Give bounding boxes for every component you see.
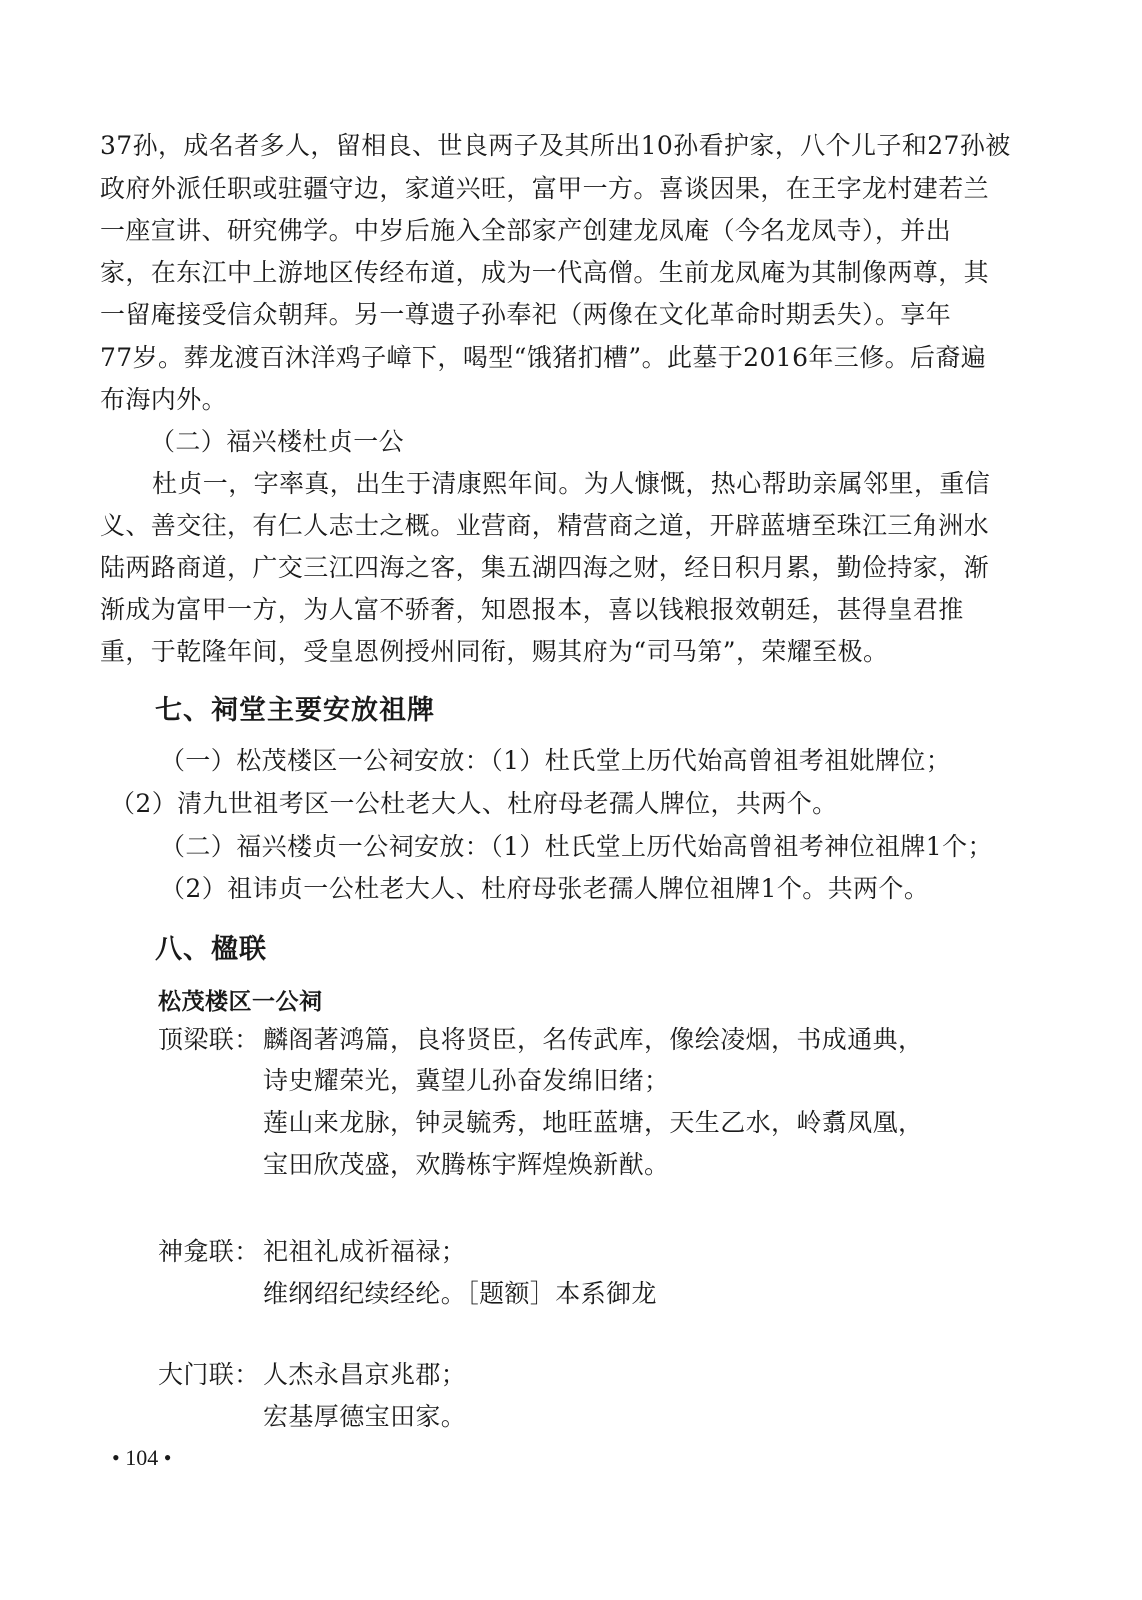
couplet-line: 莲山来龙脉，钟灵毓秀，地旺蓝塘，天生乙水，岭翥凤凰， <box>263 1108 924 1137</box>
couplet-line: 诗史耀荣光，冀望儿孙奋发绵旧绪； <box>263 1066 670 1095</box>
paragraph-1-line: 布海内外。 <box>100 385 228 414</box>
section-7-line: （2）清九世祖考区一公杜老大人、杜府母老孺人牌位，共两个。 <box>110 789 838 818</box>
paragraph-1-line: 政府外派任职或驻疆守边，家道兴旺，富甲一方。喜谈因果，在王字龙村建若兰 <box>100 174 990 203</box>
couplet-label: 顶梁联： <box>158 1025 260 1054</box>
section-7-line: （一）松茂楼区一公祠安放：（1）杜氏堂上历代始高曾祖考祖妣牌位； <box>160 746 952 775</box>
couplet-line: 维纲绍纪续经纶。［题额］本系御龙 <box>263 1279 657 1308</box>
couplet-line: 宝田欣茂盛，欢腾栋宇辉煌焕新猷。 <box>263 1150 670 1179</box>
paragraph-2-line: 陆两路商道，广交三江四海之客，集五湖四海之财，经日积月累，勤俭持家，渐 <box>100 553 990 582</box>
paragraph-2-line: 义、善交往，有仁人志士之概。业营商，精营商之道，开辟蓝塘至珠江三角洲水 <box>100 511 990 540</box>
couplet-label: 神龛联： <box>158 1237 260 1266</box>
paragraph-2-line: 重，于乾隆年间，受皇恩例授州同衔，赐其府为“司马第”，荣耀至极。 <box>100 637 889 666</box>
paragraph-2-line: 杜贞一，字率真，出生于清康熙年间。为人慷慨，热心帮助亲属邻里，重信 <box>152 469 991 498</box>
section-heading: 七、祠堂主要安放祖牌 <box>155 695 435 726</box>
section-heading: 八、楹联 <box>155 934 267 965</box>
couplet-line: 人杰永昌京兆郡； <box>263 1360 467 1389</box>
couplet-line: 祀祖礼成祈福禄； <box>263 1237 467 1266</box>
page-number: • 104 • <box>112 1445 172 1470</box>
section-7-line: （2）祖讳贞一公杜老大人、杜府母张老孺人牌位祖牌1个。共两个。 <box>160 874 930 903</box>
couplet-line: 麟阁著鸿篇，良将贤臣，名传武库，像绘凌烟，书成通典， <box>263 1025 924 1054</box>
section-title: （二）福兴楼杜贞一公 <box>150 427 405 456</box>
paragraph-1-line: 家，在东江中上游地区传经布道，成为一代高僧。生前龙凤庵为其制像两尊，其 <box>100 258 990 287</box>
paragraph-1-line: 77岁。葬龙渡百沐洋鸡子嶂下，喝型“饿猪扪槽”。此墓于2016年三修。后裔遍 <box>100 343 987 372</box>
couplet-line: 宏基厚德宝田家。 <box>263 1402 467 1431</box>
couplet-label: 大门联： <box>158 1360 260 1389</box>
section-7-line: （二）福兴楼贞一公祠安放：（1）杜氏堂上历代始高曾祖考神位祖牌1个； <box>160 832 993 861</box>
subheading: 松茂楼区一公祠 <box>158 989 323 1015</box>
paragraph-1-line: 一座宣讲、研究佛学。中岁后施入全部家产创建龙凤庵（今名龙凤寺），并出 <box>100 216 952 245</box>
paragraph-1-line: 一留庵接受信众朝拜。另一尊遗子孙奉祀（两像在文化革命时期丢失）。享年 <box>100 300 952 329</box>
paragraph-1-line: 37孙，成名者多人，留相良、世良两子及其所出10孙看护家，八个儿子和27孙被 <box>100 131 1011 160</box>
paragraph-2-line: 渐成为富甲一方，为人富不骄奢，知恩报本，喜以钱粮报效朝廷，甚得皇君推 <box>100 595 964 624</box>
